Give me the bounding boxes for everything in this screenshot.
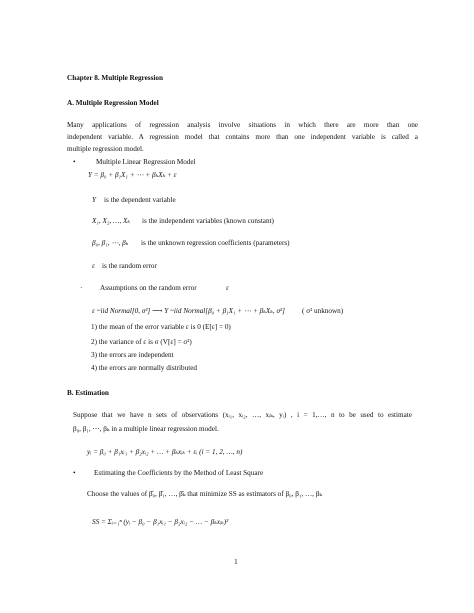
bullet-label-multiple-linear-regression: Multiple Linear Regression Model (96, 158, 196, 166)
def-symbol-y: Y (92, 196, 96, 204)
section-b-heading: B. Estimation (67, 389, 109, 397)
section-a-heading: A. Multiple Regression Model (67, 99, 159, 107)
assumption-item-3: 3) the errors are independent (91, 351, 174, 359)
def-symbol-epsilon: ε (92, 262, 95, 270)
def-text-x: is the independent variables (known constant) (142, 217, 274, 225)
intro-paragraph-line-1: Many applications of regression analysis involve situations in which there are more than one (67, 121, 418, 129)
bullet-label-assumptions: Assumptions on the random error (100, 284, 197, 292)
assumption-item-1: 1) the mean of the error variable ε is 0 (E[ε] = 0) (91, 323, 231, 331)
def-symbol-beta: β₀, β₁, ⋯, βₖ (92, 239, 129, 247)
assumption-epsilon-symbol: ε (226, 284, 229, 292)
regression-model-equation: Y = β₀ + β₁X₁ + ⋯ + βₖXₖ + ε (88, 171, 177, 179)
estimation-paragraph-line-2: β₀, β₁, ⋯, βₖ in a multiple linear regression model. (73, 425, 219, 433)
bullet-dot: · (80, 284, 83, 292)
assumption-distribution-equation: ε ~iid Normal[0, σ²] ⟶ Y ~iid Normal[β₀ + β₁X₁ + ⋯ + βₖXₖ, σ²] (92, 307, 285, 315)
bullet-label-least-square: Estimating the Coefficients by the Method of Least Square (94, 469, 264, 477)
sum-of-squares-equation: SS = Σᵢ₌₁ⁿ (yᵢ − β₀ − β₁xᵢ₁ − β₂xᵢ₂ − … − βₖxᵢₖ)² (92, 518, 229, 526)
choose-estimators-line: Choose the values of β̂₀, β̂₁, …, β̂ₖ that minimize SS as estimators of β₀, β₁, …, βₖ (87, 490, 323, 498)
assumption-item-2: 2) the variance of ε is σ (V[ε] = σ²) (91, 338, 192, 346)
estimation-paragraph-line-1: Suppose that we have n sets of observations (xᵢ₁, xᵢ₂, …, xᵢₖ, yᵢ) , i = 1,…, n to be used to estimate (73, 411, 412, 419)
def-symbol-x: X₁, X₂, …, Xₖ (92, 217, 130, 225)
assumption-sigma-unknown-note: ( σ² unknown) (302, 307, 344, 315)
def-text-y: is the dependent variable (104, 196, 176, 204)
assumption-item-4: 4) the errors are normally distributed (91, 364, 197, 372)
intro-paragraph-line-2: independent variable. A regression model that contains more than one independent variable is called a (67, 133, 418, 141)
bullet-dot: • (73, 469, 76, 477)
page-number: 1 (234, 557, 238, 566)
intro-paragraph-line-3: multiple regression model. (67, 145, 144, 153)
def-text-beta: is the unknown regression coefficients (parameters) (141, 239, 290, 247)
observation-equation: yᵢ = β₀ + β₁xᵢ₁ + β₂xᵢ₂ + … + βₖxᵢₖ + εᵢ (i = 1, 2, …, n) (87, 448, 243, 456)
chapter-title: Chapter 8. Multiple Regression (67, 74, 163, 82)
bullet-dot: • (73, 158, 76, 166)
def-text-epsilon: is the random error (102, 262, 157, 270)
